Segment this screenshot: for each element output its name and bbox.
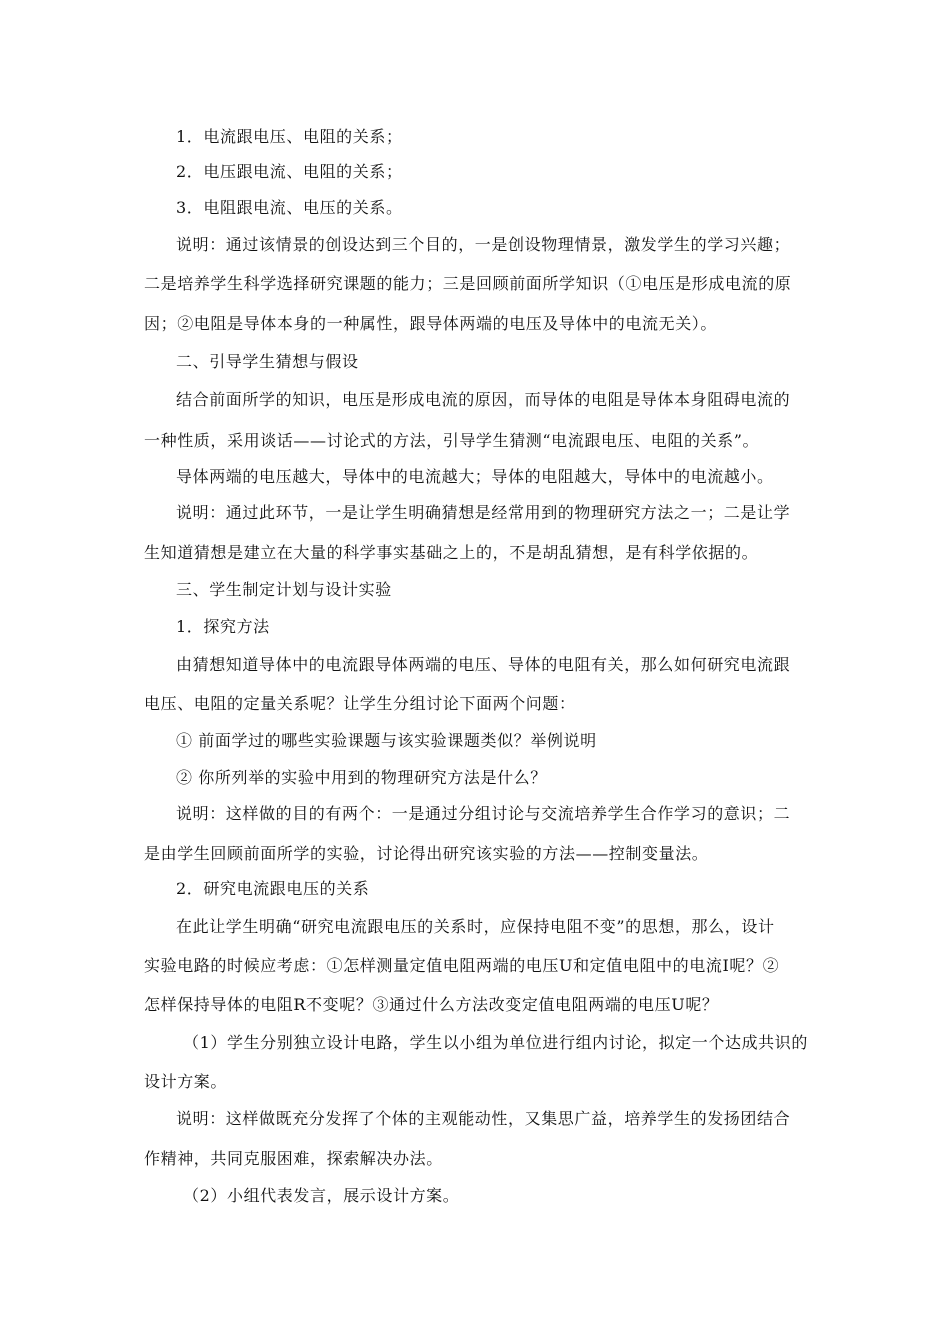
section-2-heading: 二、引导学生猜想与假设: [176, 352, 359, 371]
question-2: ② 你所列举的实验中用到的物理研究方法是什么？: [176, 768, 547, 787]
note-3-line-1: 说明：这样做的目的有两个：一是通过分组讨论与交流培养学生合作学习的意识；二: [176, 804, 791, 823]
note-4-line-2: 作精神，共同克服困难，探索解决办法。: [144, 1149, 443, 1168]
note-4-line-1: 说明：这样做既充分发挥了个体的主观能动性，又集思广益，培养学生的发扬团结合: [176, 1109, 791, 1128]
note-2-line-2: 生知道猜想是建立在大量的科学事实基础之上的，不是胡乱猜想，是有科学依据的。: [144, 543, 759, 562]
note-3-line-2: 是由学生回顾前面所学的实验，讨论得出研究该实验的方法——控制变量法。: [144, 844, 709, 863]
para-3-line-2: 电压、电阻的定量关系呢？让学生分组讨论下面两个问题：: [144, 694, 576, 713]
step-2: （2）小组代表发言，展示设计方案。: [183, 1186, 460, 1205]
step-1-line-2: 设计方案。: [144, 1072, 228, 1091]
para-4-line-3: 怎样保持导体的电阻R不变呢？③通过什么方法改变定值电阻两端的电压U呢？: [144, 995, 719, 1014]
section-3-heading: 三、学生制定计划与设计实验: [176, 580, 392, 599]
hypothesis-statement: 导体两端的电压越大，导体中的电流越大；导体的电阻越大，导体中的电流越小。: [176, 467, 774, 486]
para-4-line-1: 在此让学生明确“研究电流跟电压的关系时，应保持电阻不变”的思想，那么，设计: [176, 917, 775, 936]
item-1-current-vs-voltage-resistance: 1．电流跟电压、电阻的关系；: [176, 127, 403, 146]
note-2-line-1: 说明：通过此环节，一是让学生明确猜想是经常用到的物理研究方法之一；二是让学: [176, 503, 791, 522]
para-2-line-2: 一种性质，采用谈话——讨论式的方法，引导学生猜测“电流跟电压、电阻的关系”。: [144, 431, 760, 450]
step-1-line-1: （1）学生分别独立设计电路，学生以小组为单位进行组内讨论，拟定一个达成共识的: [183, 1033, 808, 1052]
para-3-line-1: 由猜想知道导体中的电流跟导体两端的电压、导体的电阻有关，那么如何研究电流跟: [176, 655, 791, 674]
note-1-line-1: 说明：通过该情景的创设达到三个目的，一是创设物理情景，激发学生的学习兴趣；: [176, 235, 791, 254]
note-1-line-2: 二是培养学生科学选择研究课题的能力；三是回顾前面所学知识（①电压是形成电流的原: [144, 274, 792, 293]
subsection-1-heading: 1．探究方法: [176, 617, 270, 636]
question-1: ① 前面学过的哪些实验课题与该实验课题类似？举例说明: [176, 731, 597, 750]
para-2-line-1: 结合前面所学的知识，电压是形成电流的原因，而导体的电阻是导体本身阻碍电流的: [176, 390, 791, 409]
subsection-2-heading: 2．研究电流跟电压的关系: [176, 879, 370, 898]
item-3-resistance-vs-current-voltage: 3．电阻跟电流、电压的关系。: [176, 198, 403, 217]
note-1-line-3: 因；②电阻是导体本身的一种属性，跟导体两端的电压及导体中的电流无关）。: [144, 314, 718, 333]
para-4-line-2: 实验电路的时候应考虑：①怎样测量定值电阻两端的电压U和定值电阻中的电流I呢？②: [144, 956, 780, 975]
item-2-voltage-vs-current-resistance: 2．电压跟电流、电阻的关系；: [176, 162, 403, 181]
